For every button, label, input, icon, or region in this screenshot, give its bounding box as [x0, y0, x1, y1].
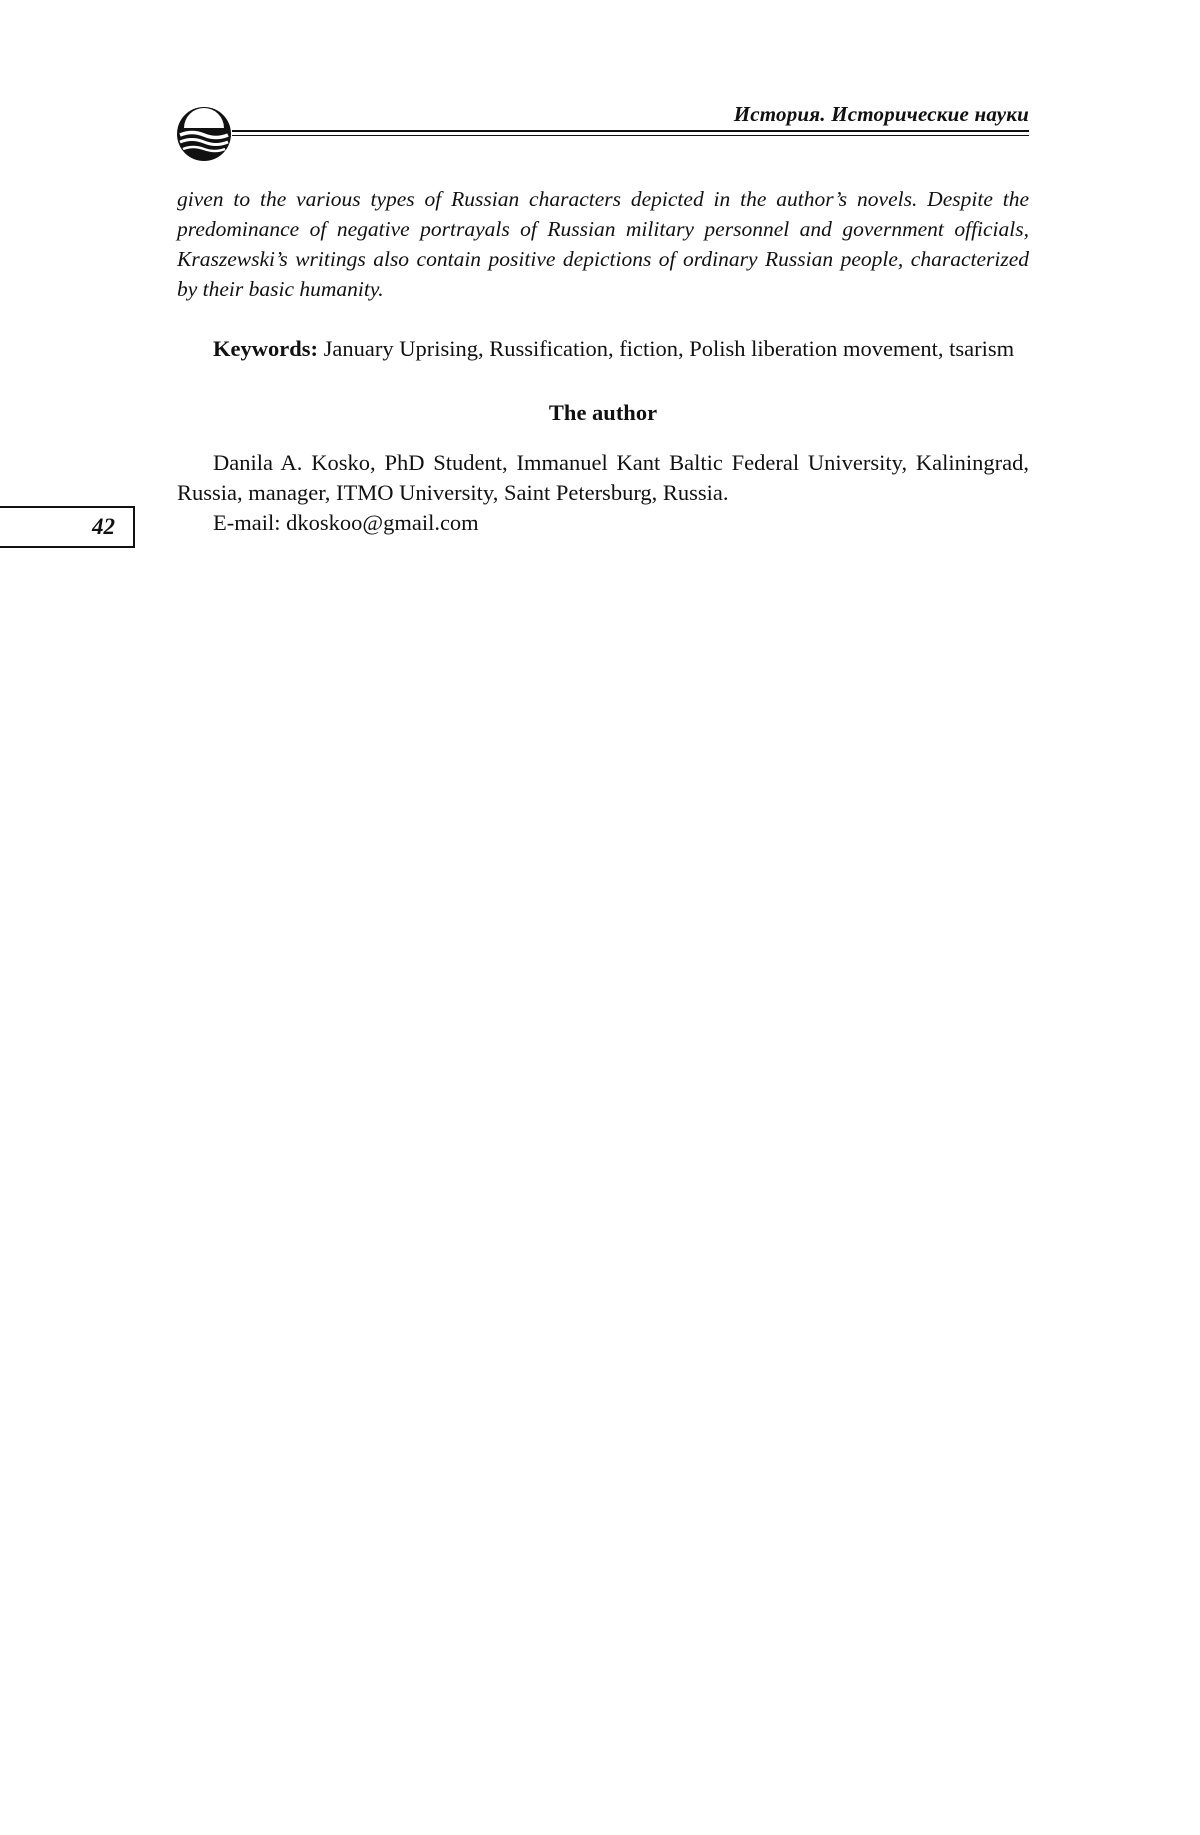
keywords-label: Keywords: [213, 336, 318, 361]
running-head: История. Исторические науки [733, 102, 1029, 126]
main-content [177, 184, 1029, 538]
page-number-text: 42 [92, 514, 115, 539]
wave-sun-logo-icon [174, 104, 234, 164]
author-heading: The author [548, 400, 658, 425]
header-rule-thin [232, 135, 1029, 136]
keywords-paragraph [177, 334, 1029, 364]
abstract-text: given to the various types of Russian characters depicted in the author’s novels. Despite the predominance of negative portrayals of Russian military personnel and government officials, Kraszewski’s writings also contain positive depictions of ordinary Russian people, characterized by their basic humanity. [177, 187, 1029, 301]
keywords-text: January Uprising, Russification, fiction, Polish liberation movement, tsarism [323, 336, 1015, 361]
page-header [174, 96, 1029, 166]
author-info: Danila A. Kosko, PhD Student, Immanuel Kant Baltic Federal University, Kaliningrad, Russia, manager, ITMO University, Saint Petersburg, Russia. [177, 450, 1029, 505]
author-email: E-mail: dkoskoo@gmail.com [213, 510, 479, 535]
page-number [0, 506, 135, 548]
header-rule [232, 130, 1029, 132]
